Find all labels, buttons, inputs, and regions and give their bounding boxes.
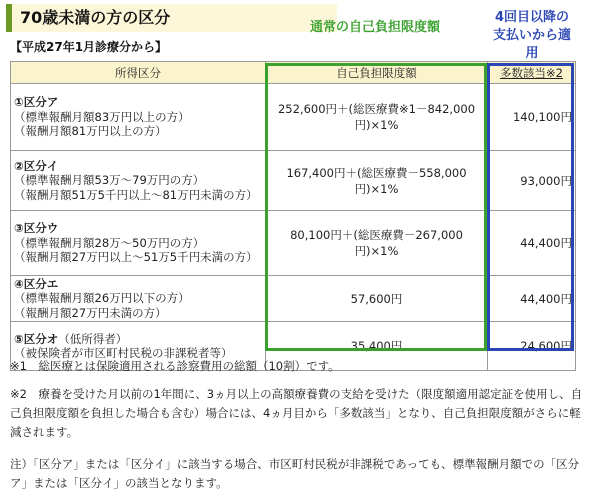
- multiple-cell: 24,600円: [488, 322, 576, 371]
- limit-formula-line2: 円)×1%: [354, 118, 399, 132]
- table-row: [11, 151, 576, 211]
- income-category-table: [10, 61, 576, 371]
- limit-formula-line2: 円)×1%: [354, 181, 399, 196]
- note-remark: 注）「区分ア」または「区分イ」に該当する場合、市区町村民税が非課税であっても、標準報酬月額での「区分ア」または「区分イ」の該当となります。: [10, 457, 580, 490]
- table-row: [11, 276, 576, 322]
- limit-formula-line1: 80,100円＋(総医療費－267,000: [290, 228, 463, 242]
- multiple-cell: 93,000円: [488, 151, 576, 211]
- category-desc: （報酬月額81万円以上の方）: [14, 124, 167, 139]
- callout-normal-limit: 通常の自己負担限度額: [309, 20, 440, 35]
- category-desc: （標準報酬月額28万～50万円の方）: [14, 235, 205, 250]
- header-self-pay-limit: 自己負担限度額: [266, 62, 488, 84]
- callout-multiple-line2: 支払いから適用: [492, 28, 571, 61]
- callout-multiple-applicable: [489, 9, 575, 63]
- header-multiple-applicable: 多数該当※2: [488, 62, 576, 84]
- header-income-category: 所得区分: [11, 62, 266, 84]
- category-cell: [11, 211, 266, 276]
- callout-multiple-line1: 4回目以降の: [494, 10, 570, 25]
- category-name: ⑤区分オ: [14, 331, 59, 346]
- category-cell: [11, 276, 266, 322]
- limit-formula-line2: 円)×1%: [354, 244, 399, 258]
- category-desc: （報酬月額27万円未満の方）: [14, 305, 167, 320]
- limit-cell: [266, 211, 488, 276]
- category-name: ④区分エ: [14, 276, 59, 291]
- multiple-cell: 44,400円: [488, 276, 576, 322]
- multiple-cell: 44,400円: [488, 211, 576, 276]
- category-name-suffix: （低所得者）: [58, 331, 128, 346]
- table-header-row: [11, 62, 576, 84]
- limit-cell: 57,600円: [266, 276, 488, 322]
- multiple-cell: 140,100円: [488, 84, 576, 151]
- page-title: 70歳未満の方の区分: [6, 4, 337, 32]
- limit-cell: 35,400円: [266, 322, 488, 371]
- footnote-2: ※2 療養を受けた月以前の1年間に、3ヵ月以上の高額療養費の支給を受けた（限度額適用認定証を使用し、自己負担限度額を負担した場合も含む）場合には、4ヵ月目から「多数該当」となり、自己負担限度額がさらに軽減されます。: [10, 387, 583, 439]
- table-row: [11, 211, 576, 276]
- category-name: ③区分ウ: [14, 221, 59, 236]
- limit-cell: [266, 151, 488, 211]
- category-desc: （標準報酬月額53万～79万円の方）: [14, 173, 205, 188]
- limit-formula-line1: 252,600円＋(総医療費※1－842,000: [277, 102, 476, 116]
- category-desc: （被保険者が市区町村民税の非課税者等）: [14, 346, 233, 360]
- category-desc: （標準報酬月額83万円以上の方）: [14, 109, 190, 124]
- category-name: ②区分イ: [14, 158, 59, 173]
- category-name: ①区分ア: [14, 95, 59, 110]
- footnote-1: ※1 総医療とは保険適用される診察費用の総額（10割）です。: [10, 359, 340, 373]
- page-subtitle: 【平成27年1月診療分から】: [10, 40, 168, 54]
- category-desc: （報酬月額51万5千円以上～81万円未満の方）: [14, 187, 258, 202]
- category-cell: [11, 84, 266, 151]
- category-cell: [11, 151, 266, 211]
- limit-formula-line1: 167,400円＋(総医療費－558,000: [286, 165, 467, 180]
- limit-cell: [266, 84, 488, 151]
- category-desc: （報酬月額27万円以上～51万5千円未満の方）: [14, 250, 258, 265]
- table-row: [11, 84, 576, 151]
- category-desc: （標準報酬月額26万円以下の方）: [14, 291, 190, 306]
